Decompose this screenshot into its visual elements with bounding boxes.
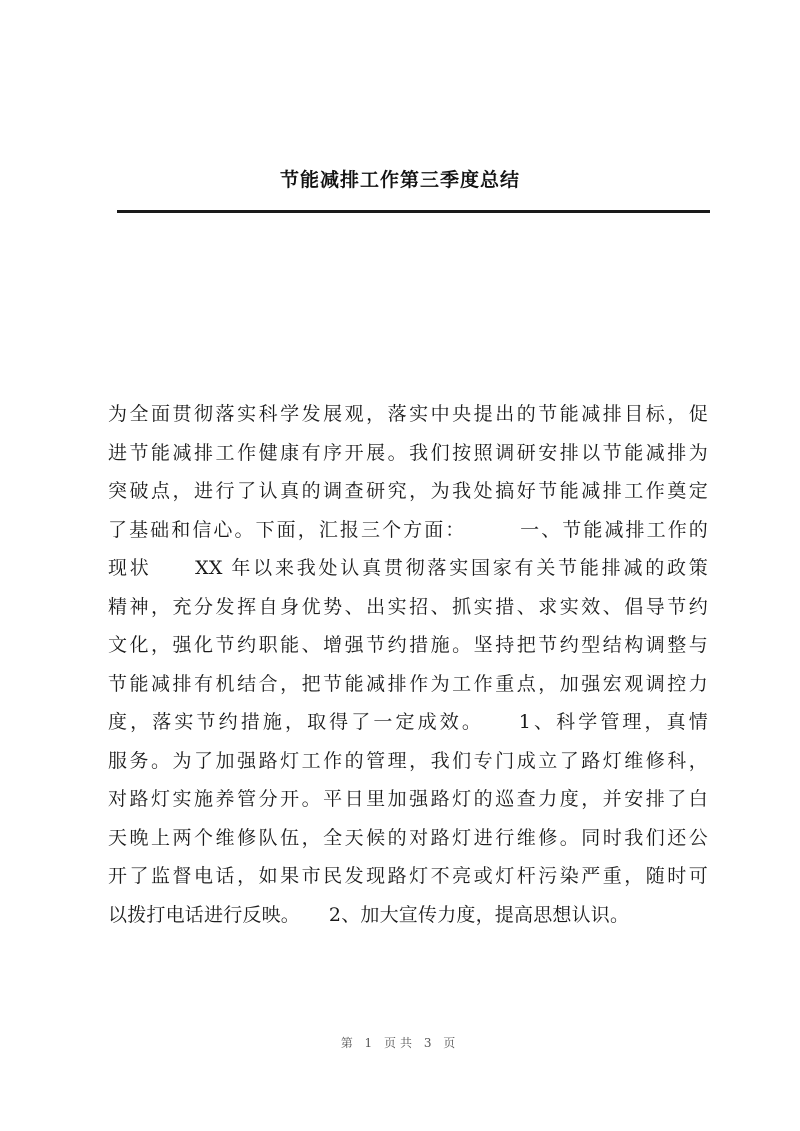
document-body (108, 395, 708, 934)
body-line: 度，落实节约措施，取得了一定成效。 1、科学管理，真情 (108, 711, 708, 733)
body-line: 现状 XX 年以来我处认真贯彻落实国家有关节能排减的政策 (108, 557, 708, 579)
body-line: 服务。为了加强路灯工作的管理，我们专门成立了路灯维修科， (108, 749, 708, 772)
body-line: 突破点，进行了认真的调查研究，为我处搞好节能减排工作奠定 (108, 480, 708, 502)
body-line: 天晚上两个维修队伍，全天候的对路灯进行维修。同时我们还公 (108, 826, 708, 849)
body-line: 文化，强化节约职能、增强节约措施。坚持把节约型结构调整与 (108, 634, 708, 656)
title-underline (117, 210, 710, 213)
body-line: 节能减排有机结合，把节能减排作为工作重点，加强宏观调控力 (108, 672, 708, 695)
body-line: 精神，充分发挥自身优势、出实招、抓实措、求实效、倡导节约 (108, 595, 708, 618)
body-line: 开了监督电话，如果市民发现路灯不亮或灯杆污染严重，随时可 (108, 865, 708, 887)
document-title: 节能减排工作第三季度总结 (279, 169, 520, 191)
body-line: 以拨打电话进行反映。 2、加大宣传力度，提高思想认识。 (108, 903, 630, 926)
body-line: 对路灯实施养管分开。平日里加强路灯的巡查力度，并安排了白 (108, 788, 708, 810)
body-line: 了基础和信心。下面，汇报三个方面： 一、节能减排工作的 (108, 518, 708, 541)
page-footer: 第 1 页共 3 页 (340, 1036, 460, 1050)
body-line: 为全面贯彻落实科学发展观，落实中央提出的节能减排目标，促 (108, 403, 708, 425)
body-line: 进节能减排工作健康有序开展。我们按照调研安排以节能减排为 (108, 441, 708, 464)
